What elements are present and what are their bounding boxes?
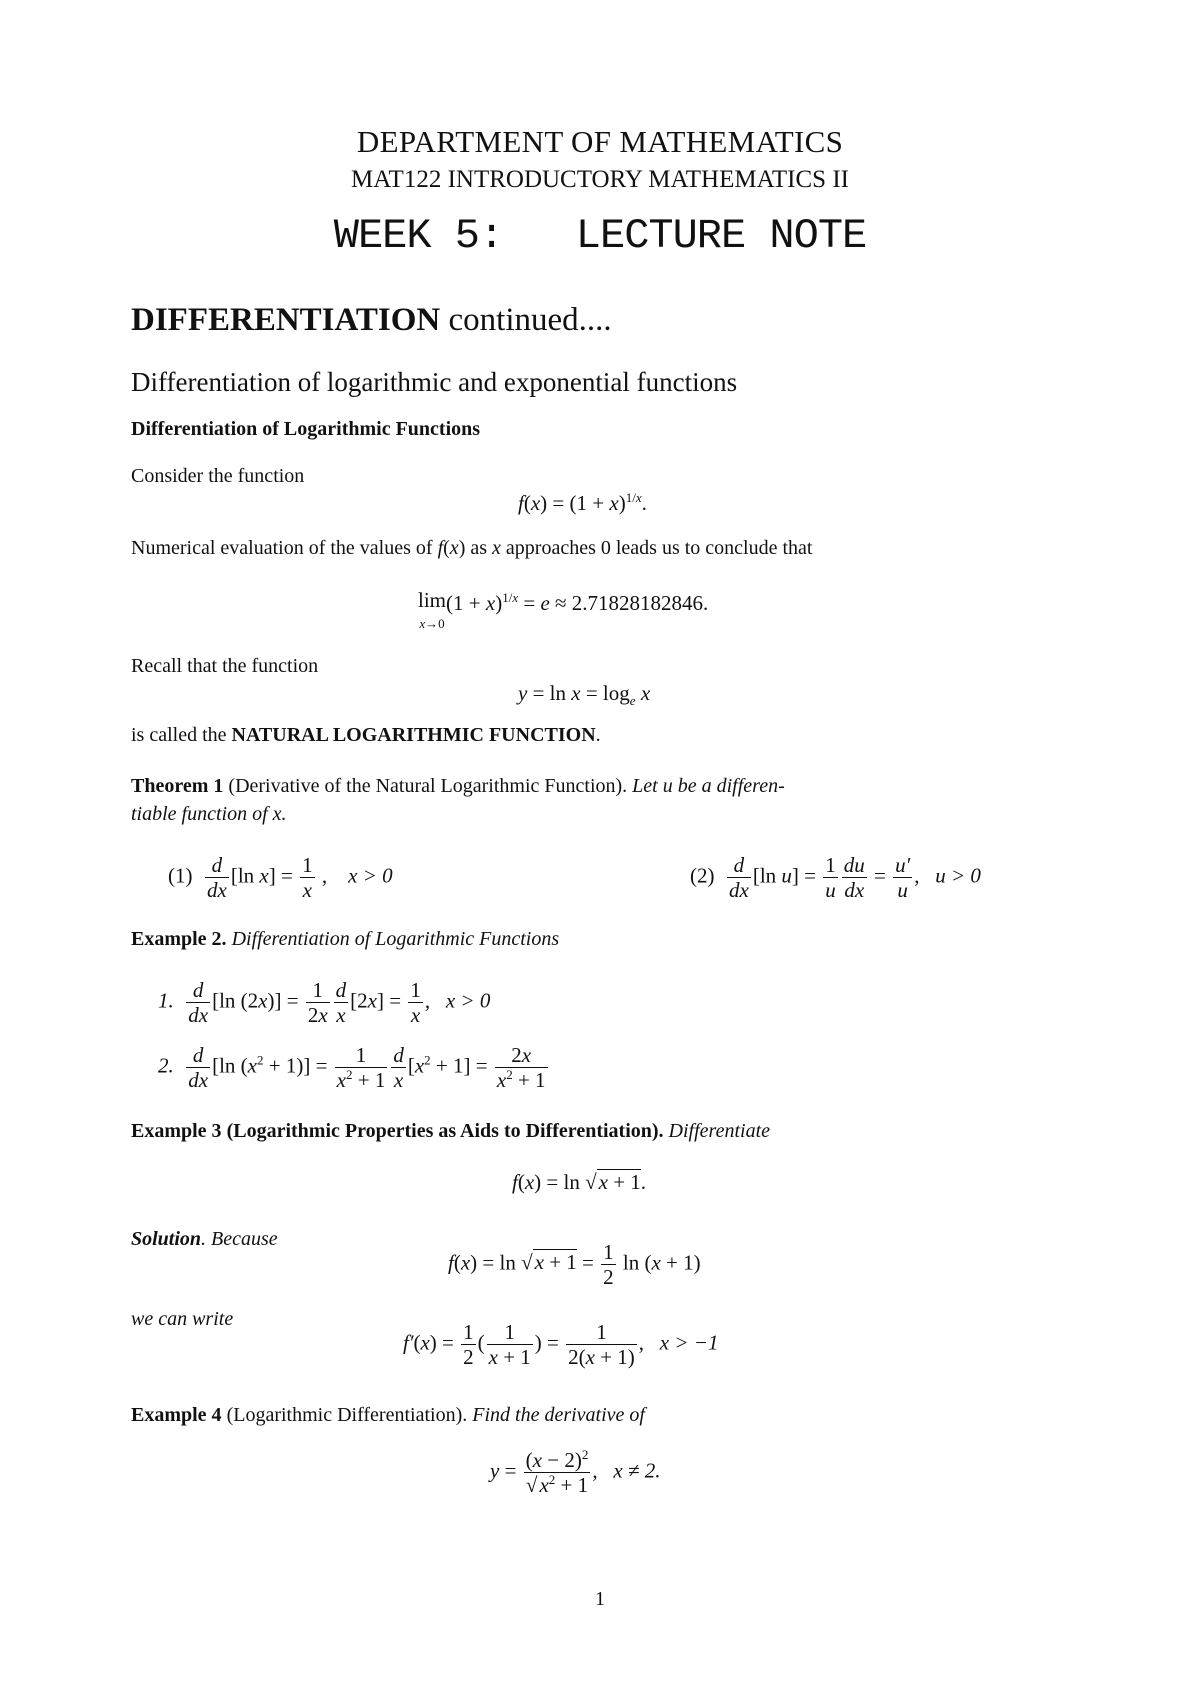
solution-condition: x > −1	[659, 1330, 719, 1355]
equation-ln: $y = \ln x = \log_e x$	[518, 681, 651, 709]
ex4-paren-open: (	[226, 1404, 234, 1426]
example-2-item-1: 1. $\frac{d}{dx}$ [ln (2x)] = $\frac{1}{2x}$ $\frac{d}{x}$ [2x] = $\frac{1}{x}$ , x > 0	[158, 978, 491, 1028]
example-3-label: Example 3	[131, 1120, 222, 1142]
equation-limit: lim $x\to 0(1 + x)^{1/x} = e \approx 2.71828182846$.	[418, 588, 709, 631]
example-4-title: Logarithmic Differentiation	[233, 1404, 456, 1426]
example-4-heading	[131, 1404, 645, 1427]
main-heading	[131, 302, 612, 339]
example-3-title: (Logarithmic Properties as Aids to Differentiation).	[226, 1120, 664, 1142]
we-can-write-text: we can write	[131, 1308, 234, 1330]
main-heading-bold: DIFFERENTIATION	[131, 302, 441, 338]
week-title	[0, 212, 1200, 260]
theorem-1	[131, 775, 785, 798]
item-1-condition: x > 0	[445, 988, 491, 1013]
equation-fx: $f(x) = (1 + x)^{1/x}$.	[518, 490, 647, 515]
theorem-equation-2: (2) $\frac{d}{dx}$ [ln u] = $\frac{1}{u}$ $\frac{du}{dx}$ = $\frac{u'}{u}$ , u > 0	[690, 853, 981, 903]
solution-equation-1: f(x) = ln √x + 1 = $\frac{1}{2}$ ln (x + 1)	[448, 1240, 701, 1290]
is-called-prefix: is called the	[131, 724, 232, 746]
example-3-heading	[131, 1120, 770, 1143]
ex4-paren-close: ).	[455, 1404, 468, 1426]
item-2-label: 2.	[158, 1053, 174, 1078]
department-title: DEPARTMENT OF MATHEMATICS	[356, 124, 844, 159]
solution-text: . Because	[201, 1228, 278, 1250]
week-title-text: WEEK 5: LECTURE NOTE	[333, 212, 867, 260]
example-3-text: Differentiate	[668, 1120, 771, 1142]
example-2-heading	[131, 928, 559, 951]
example-4-equation: y = $\frac{(x - 2)^2}{√x^2 + 1}$ , x ≠ 2.	[490, 1447, 661, 1498]
theorem-equation-1: (1) $\frac{d}{dx}$ [ln x] = $\frac{1}{x}$ , x > 0	[168, 853, 393, 903]
item-1-label: 1.	[158, 988, 174, 1013]
eq1-label: (1)	[168, 863, 193, 888]
is-called-suffix: .	[595, 724, 601, 746]
eq1-condition: x > 0	[348, 863, 393, 888]
solution-label: Solution	[131, 1228, 202, 1250]
numerical-text: Numerical evaluation of the values of f(x) as x approaches 0 leads us to conclude that	[131, 537, 813, 559]
example-2-title: Differentiation of Logarithmic Functions	[231, 928, 560, 950]
example-2-label: Example 2.	[131, 928, 227, 950]
example-3-equation: f(x) = ln √x + 1.	[512, 1170, 647, 1194]
recall-text: Recall that the function	[131, 655, 319, 677]
page-number: 1	[595, 1588, 605, 1610]
main-heading-rest: continued....	[440, 302, 612, 338]
example-2-item-2: 2. $\frac{d}{dx}$ [ln $(x^2 + 1)$] = $\frac{1}{x^2 + 1}$ $\frac{d}{x}$ $[x^2 + 1]$ = $\frac{2x}{x^2 + 1}$	[158, 1043, 546, 1093]
example-4-text: Find the derivative of	[472, 1404, 645, 1426]
example-4-condition: x ≠ 2.	[613, 1458, 661, 1483]
example-4-label: Example 4	[131, 1404, 222, 1426]
theorem-label: Theorem 1	[131, 775, 224, 797]
subsubheading: Differentiation of Logarithmic Functions	[131, 418, 481, 440]
theorem-title: (Derivative of the Natural Logarithmic Function).	[228, 775, 628, 797]
solution-line	[131, 1228, 278, 1251]
is-called-text	[131, 724, 601, 747]
consider-text: Consider the function	[131, 465, 305, 487]
solution-equation-2: f′(x) = $\frac{1}{2}$ ( $\frac{1}{x + 1}$ ) = $\frac{1}{2(x + 1)}$ , x > −1	[403, 1320, 719, 1370]
subheading: Differentiation of logarithmic and exponential functions	[131, 367, 738, 397]
course-title: MAT122 INTRODUCTORY MATHEMATICS II	[351, 166, 849, 193]
natural-log-function-term: NATURAL LOGARITHMIC FUNCTION	[231, 724, 596, 746]
limit-value: 2.71828182846.	[571, 591, 709, 615]
theorem-text-cont: tiable function of x.	[131, 803, 287, 825]
theorem-text: Let u be a differen-	[632, 775, 785, 797]
eq2-label: (2)	[690, 863, 715, 888]
eq2-condition: u > 0	[935, 863, 981, 888]
